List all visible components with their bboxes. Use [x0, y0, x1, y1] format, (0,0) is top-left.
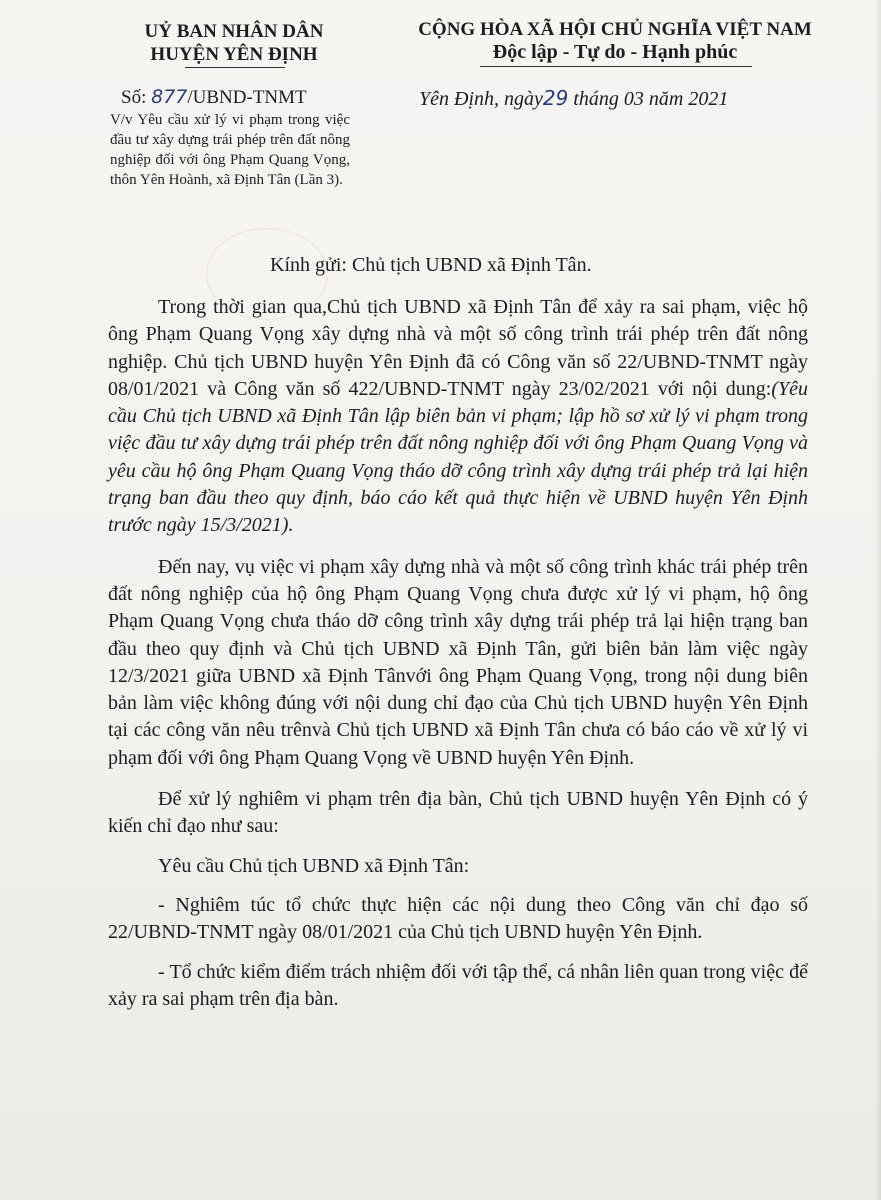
agency-line-1: UỶ BAN NHÂN DÂN	[144, 21, 324, 42]
paragraph-1-quoted-directive: (Yêu cầu Chủ tịch UBND xã Định Tân lập biên bản vi phạm; lập hồ sơ xử lý vi phạm trong việc đầu tư xây dựng trái phép trên đất nông nghiệp đối với ông Phạm Quang Vọng và yêu cầu hộ ông Phạm Quang Vọng tháo dỡ công trình xây dựng trái phép trả lại hiện trạng ban đầu theo quy định, báo cáo kết quả thực hiện về UBND huyện Yên Định trước ngày 15/3/2021).	[108, 377, 808, 537]
motto-line: Độc lập - Tự do - Hạnh phúc	[492, 41, 738, 63]
paragraph-1	[108, 294, 808, 540]
agency-line-2: HUYỆN YÊN ĐỊNH	[150, 44, 318, 65]
dateline-day-handwritten: 29	[542, 86, 569, 110]
nation-line: CỘNG HÒA XÃ HỘI CHỦ NGHĨA VIỆT NAM	[418, 19, 812, 40]
dateline-prefix: Yên Định, ngày	[419, 88, 543, 110]
page-edge-shadow	[875, 0, 881, 1200]
paragraph-3: Để xử lý nghiêm vi phạm trên địa bàn, Chủ tịch UBND huyện Yên Định có ý kiến chỉ đạo như sau:	[108, 788, 808, 838]
recipient-line: Kính gửi: Chủ tịch UBND xã Định Tân.	[270, 254, 592, 276]
paragraph-1-text: Trong thời gian qua,Chủ tịch UBND xã Định Tân để xảy ra sai phạm, việc hộ ông Phạm Quang Vọng xây dựng nhà và một số công trình trái phép trên đất nông nghiệp. Chủ tịch UBND huyện Yên Định đã có Công văn số 22/UBND-TNMT ngày 08/01/2021 và Công văn số 422/UBND-TNMT ngày 23/02/2021 với nội dung:	[108, 296, 808, 400]
document-number	[121, 86, 307, 109]
paragraph-2: Đến nay, vụ việc vi phạm xây dựng nhà và một số công trình khác trái phép trên đất nông nghiệp của hộ ông Phạm Quang Vọng chưa được xử lý vi phạm, hộ ông Phạm Quang Vọng chưa tháo dỡ công trình xây dựng trái phép trả lại hiện trạng ban đầu theo quy định và Chủ tịch UBND xã Định Tân, gửi biên bản làm việc ngày 12/3/2021 giữa UBND xã Định Tânvới ông Phạm Quang Vọng, trong nội dung biên bản làm việc không đúng với nội dung chỉ đạo của Chủ tịch UBND huyện Yên Định tại các công văn nêu trênvà Chủ tịch UBND xã Định Tân chưa có báo cáo về xử lý vi phạm đối với ông Phạm Quang Vọng về UBND huyện Yên Định.	[108, 555, 808, 769]
dateline-suffix: tháng 03 năm 2021	[573, 88, 729, 110]
subject-line: V/v Yêu cầu xử lý vi phạm trong việc đầu tư xây dựng trái phép trên đất nông nghiệp đối với ông Phạm Quang Vọng, thôn Yên Hoành, xã Định Tân (Lần 3).	[110, 112, 350, 188]
paragraph-4: Yêu cầu Chủ tịch UBND xã Định Tân:	[158, 854, 470, 877]
document-body	[108, 294, 808, 1025]
national-header	[395, 18, 835, 64]
agency-underline	[185, 67, 285, 68]
dateline	[419, 86, 728, 111]
document-number-label: Số:	[121, 87, 147, 108]
document-number-handwritten: 877	[151, 86, 188, 108]
paragraph-6: - Tổ chức kiểm điểm trách nhiệm đối với tập thể, cá nhân liên quan trong việc để xảy ra sai phạm trên địa bàn.	[108, 960, 808, 1010]
issuing-agency	[118, 20, 350, 66]
paragraph-5: - Nghiêm túc tổ chức thực hiện các nội dung theo Công văn chỉ đạo số 22/UBND-TNMT ngày 08/01/2021 của Chủ tịch UBND huyện Yên Định.	[108, 893, 808, 944]
document-number-suffix: /UBND-TNMT	[187, 87, 307, 108]
motto-underline	[480, 66, 752, 67]
